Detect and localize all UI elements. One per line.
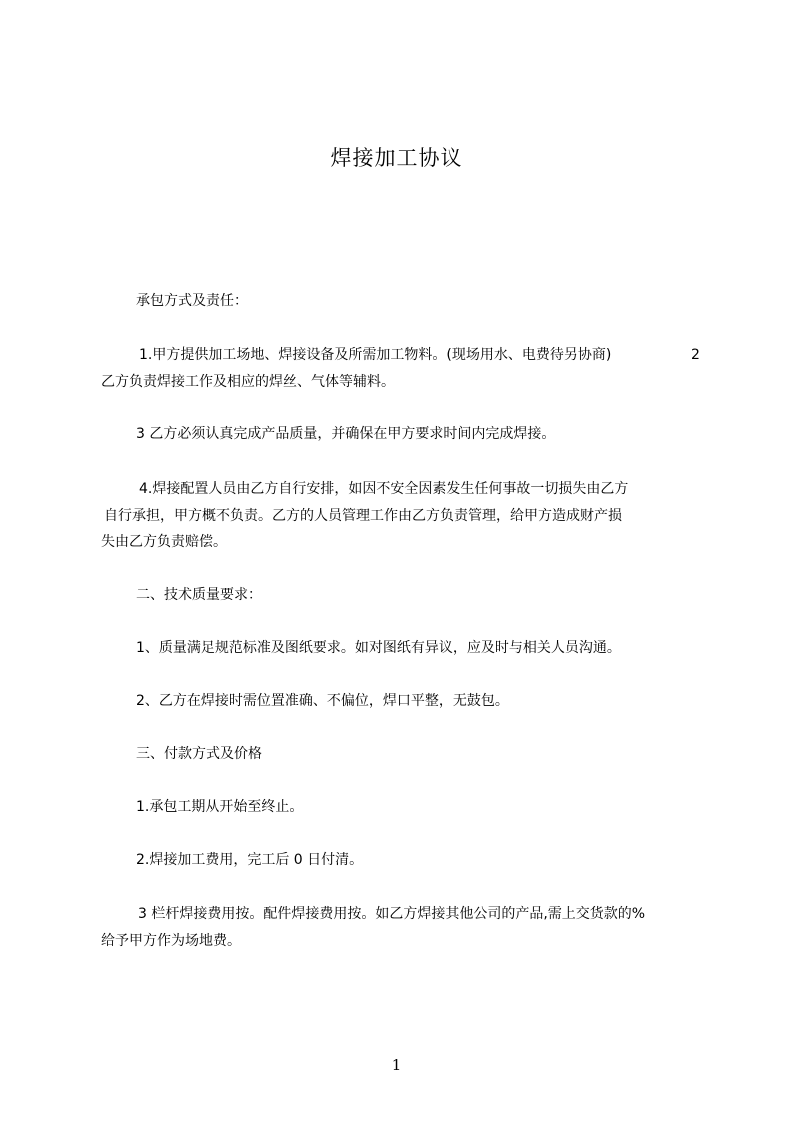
item-3: 3 乙方必须认真完成产品质量，并确保在甲方要求时间内完成焊接。 [136, 426, 556, 442]
payment-item-2: 2.焊接加工费用，完工后 0 日付清。 [136, 852, 364, 868]
item-4-line-1: 4.焊接配置人员由乙方自行安排，如因不安全因素发生任何事故一切损失由乙方 [139, 481, 629, 497]
tech-heading: 二、技术质量要求： [136, 587, 262, 603]
payment-heading: 三、付款方式及价格 [136, 746, 262, 762]
payment-item-3-line-2: 给予甲方作为场地费。 [101, 933, 241, 949]
item-2-number: 2 [691, 347, 700, 363]
item-2-text: 乙方负责焊接工作及相应的焊丝、气体等辅料。 [101, 374, 395, 390]
item-4-line-2: 自行承担，甲方概不负责。乙方的人员管理工作由乙方负责管理，给甲方造成财产损 [104, 508, 622, 524]
tech-item-2: 2、乙方在焊接时需位置准确、不偏位，焊口平整，无鼓包。 [136, 693, 509, 709]
tech-item-1: 1、质量满足规范标准及图纸要求。如对图纸有异议，应及时与相关人员沟通。 [136, 640, 621, 656]
item-4-line-3: 失由乙方负责赔偿。 [101, 534, 227, 550]
page-number: 1 [391, 1056, 402, 1074]
payment-item-3-line-1: 3 栏杆焊接费用按。配件焊接费用按。如乙方焊接其他公司的产品,需上交货款的% [138, 906, 646, 922]
document-title: 焊接加工协议 [330, 146, 463, 170]
contract-heading: 承包方式及责任： [136, 293, 248, 309]
item-1: 1.甲方提供加工场地、焊接设备及所需加工物料。(现场用水、电费待另协商) [139, 347, 612, 363]
payment-item-1: 1.承包工期从开始至终止。 [136, 799, 304, 815]
